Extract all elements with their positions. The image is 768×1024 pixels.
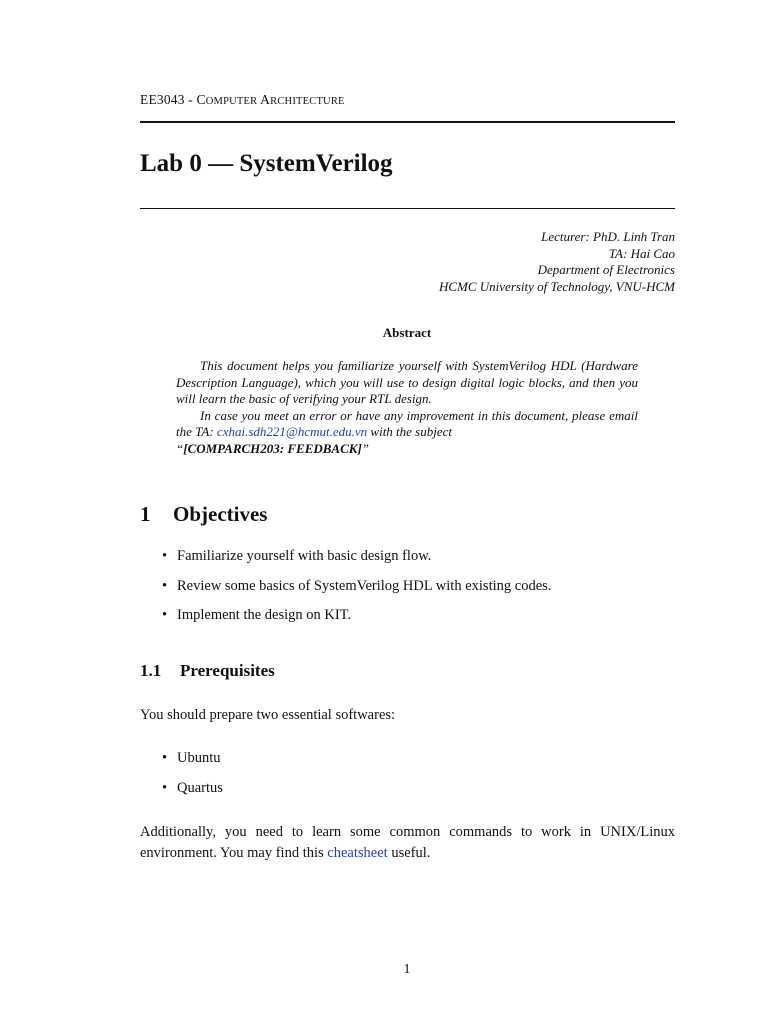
subject-close-quote: ” [361, 440, 370, 456]
running-header [140, 92, 345, 108]
bullet-icon: • [162, 607, 168, 623]
bullet-icon: • [162, 779, 168, 796]
abstract-paragraph-2-intro: In case you meet an error or have any improvement in this document, please email the TA: [176, 407, 638, 439]
author-block [439, 229, 675, 295]
header-rule [140, 121, 675, 123]
document-title: Lab 0 — SystemVerilog [140, 150, 393, 177]
objectives-list [160, 548, 551, 637]
author-university: HCMC University of Technology, VNU-HCM [438, 278, 675, 294]
abstract-paragraph-1: This document helps you familiarize yourself with SystemVerilog HDL (Hardware Description Language), which you will use to design digital logic blocks, and then you will learn the basic of verifying your RTL design. [176, 358, 638, 406]
cheatsheet-link[interactable]: cheatsheet [327, 845, 388, 861]
author-lecturer: Lecturer: PhD. Linh Tran [541, 229, 675, 244]
list-item [160, 780, 223, 810]
unix-commands-paragraph [140, 822, 675, 864]
prerequisites-intro: You should prepare two essential softwares: [140, 707, 396, 723]
list-item-text: Implement the design on KIT. [177, 607, 352, 623]
section-heading-objectives [140, 502, 267, 527]
ta-email-link[interactable]: cxhai.sdh221@hcmut.edu.vn [216, 424, 368, 439]
list-item [160, 548, 551, 578]
author-department: Department of Electronics [537, 262, 675, 277]
list-item-text: Review some basics of SystemVerilog HDL with existing codes. [177, 577, 552, 594]
paragraph-text-end: useful. [387, 845, 431, 861]
section-number: 1 [140, 502, 151, 526]
course-name-rest-2: RCHITECTURE [270, 96, 345, 107]
abstract-paragraph-2 [176, 408, 638, 441]
course-name-initial-1: C [196, 92, 206, 107]
list-item [160, 578, 551, 608]
abstract-body [176, 358, 638, 457]
author-ta: TA: Hai Cao [608, 245, 675, 261]
list-item-text: Quartus [177, 779, 223, 796]
page-number: 1 [403, 962, 411, 977]
course-name-rest-1: OMPUTER [205, 96, 261, 107]
course-name-initial-2: A [260, 92, 271, 107]
abstract-paragraph-2-mid: with the subject [367, 424, 453, 439]
list-item-text: Ubuntu [177, 750, 221, 766]
subsection-number: 1.1 [140, 661, 162, 680]
subsection-title: Prerequisites [180, 661, 275, 680]
section-title: Objectives [173, 502, 268, 526]
feedback-subject: [COMPARCH203: FEEDBACK] [183, 440, 362, 456]
list-item-text: Familiarize yourself with basic design flow. [177, 548, 432, 564]
bullet-icon: • [162, 548, 168, 564]
paragraph-text: Additionally, you need to learn some common commands to work in UNIX/Linux environment. You may find this [140, 824, 675, 861]
bullet-icon: • [162, 577, 168, 594]
title-rule [140, 208, 675, 209]
abstract-title: Abstract [382, 325, 432, 340]
list-item [160, 750, 223, 780]
subject-open-quote: “ [176, 440, 184, 456]
course-code: EE3043 - [140, 92, 197, 107]
list-item [160, 607, 551, 637]
subsection-heading-prerequisites [140, 661, 275, 681]
feedback-subject-line [176, 441, 638, 458]
software-list [160, 750, 223, 809]
bullet-icon: • [162, 750, 168, 766]
